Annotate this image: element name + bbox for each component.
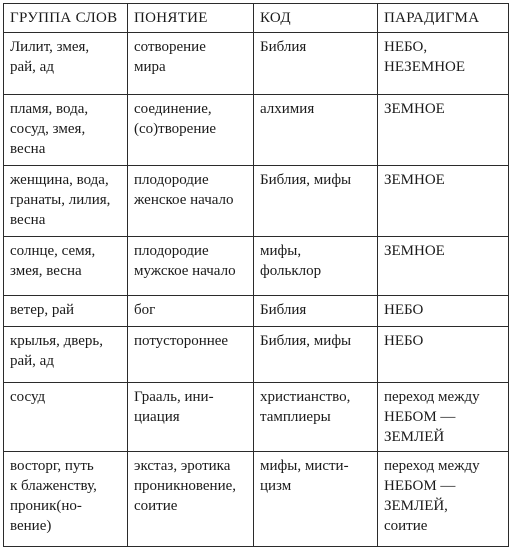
word-group-cell	[4, 33, 128, 95]
cell-text-line: мифы, мисти-	[260, 458, 349, 474]
concept-cell	[128, 327, 254, 383]
cell-text-line: весна	[10, 212, 46, 228]
cell-text-line: переход между	[384, 458, 480, 474]
cell-text-line: Библия, мифы	[260, 172, 352, 188]
concept-cell	[128, 166, 254, 237]
paradigm-cell	[378, 383, 509, 452]
cell-text-line: сосуд, змея,	[10, 121, 86, 137]
cell-text-line: ветер, рай	[10, 302, 75, 318]
code-cell	[254, 327, 378, 383]
table-body	[4, 33, 509, 547]
code-cell	[254, 452, 378, 547]
cell-text-line: цизм	[260, 478, 292, 494]
word-group-cell	[4, 452, 128, 547]
paradigm-cell	[378, 237, 509, 296]
cell-text-line: крылья, дверь,	[10, 333, 103, 349]
cell-text-line: соединение,	[134, 101, 212, 117]
cell-text-line: соитие	[134, 498, 178, 514]
code-cell	[254, 166, 378, 237]
cell-text-line: ЗЕМЛЕЙ,	[384, 498, 448, 514]
word-group-cell	[4, 327, 128, 383]
cell-text-line: рай, ад	[10, 353, 54, 369]
cell-text-line: НЕБО	[384, 302, 424, 318]
concept-cell	[128, 452, 254, 547]
cell-text-line: мужское начало	[134, 263, 236, 279]
cell-text-line: змея, весна	[10, 263, 82, 279]
word-group-cell	[4, 383, 128, 452]
concept-cell	[128, 296, 254, 327]
cell-text-line: рай, ад	[10, 59, 54, 75]
cell-text-line: весна	[10, 141, 46, 157]
cell-text-line: ЗЕМЛЕЙ	[384, 429, 445, 445]
code-cell	[254, 296, 378, 327]
cell-text-line: проник(но-	[10, 498, 82, 514]
paradigm-cell	[378, 327, 509, 383]
cell-text-line: мифы,	[260, 243, 302, 259]
cell-text-line: НЕБО	[384, 333, 424, 349]
paradigm-cell	[378, 95, 509, 166]
cell-text-line: гранаты, лилия,	[10, 192, 111, 208]
cell-text-line: НЕБОМ —	[384, 478, 456, 494]
word-group-cell	[4, 237, 128, 296]
header-concept: ПОНЯТИЕ	[128, 4, 254, 33]
table-row	[4, 237, 509, 296]
concept-cell	[128, 33, 254, 95]
code-cell	[254, 95, 378, 166]
cell-text-line: плодородие	[134, 172, 209, 188]
cell-text-line: бог	[134, 302, 156, 318]
cell-text-line: плодородие	[134, 243, 209, 259]
cell-text-line: алхимия	[260, 101, 315, 117]
table-row	[4, 33, 509, 95]
code-cell	[254, 33, 378, 95]
cell-text-line: НЕБОМ —	[384, 409, 456, 425]
cell-text-line: Библия	[260, 302, 307, 318]
table-row	[4, 452, 509, 547]
cell-text-line: ЗЕМНОЕ	[384, 172, 445, 188]
cell-text-line: (со)творение	[134, 121, 217, 137]
word-group-cell	[4, 296, 128, 327]
table-row	[4, 383, 509, 452]
table-header-row	[4, 4, 509, 33]
code-cell	[254, 383, 378, 452]
paradigm-table	[3, 3, 509, 547]
cell-text-line: Библия, мифы	[260, 333, 352, 349]
cell-text-line: христианство,	[260, 389, 351, 405]
header-word-group: ГРУППА СЛОВ	[4, 4, 128, 33]
cell-text-line: экстаз, эротика	[134, 458, 231, 474]
table-row	[4, 95, 509, 166]
cell-text-line: пламя, вода,	[10, 101, 89, 117]
cell-text-line: сосуд	[10, 389, 46, 405]
paradigm-cell	[378, 452, 509, 547]
paradigm-cell	[378, 296, 509, 327]
cell-text-line: тамплиеры	[260, 409, 331, 425]
word-group-cell	[4, 166, 128, 237]
cell-text-line: проникновение,	[134, 478, 237, 494]
cell-text-line: восторг, путь	[10, 458, 94, 474]
cell-text-line: женское начало	[134, 192, 234, 208]
header-paradigm: ПАРАДИГМА	[378, 4, 509, 33]
paradigm-cell	[378, 33, 509, 95]
cell-text-line: солнце, семя,	[10, 243, 96, 259]
concept-cell	[128, 95, 254, 166]
cell-text-line: вение)	[10, 518, 52, 534]
cell-text-line: ЗЕМНОЕ	[384, 101, 445, 117]
concept-cell	[128, 237, 254, 296]
cell-text-line: фольклор	[260, 263, 322, 279]
table-row	[4, 296, 509, 327]
code-cell	[254, 237, 378, 296]
cell-text-line: Лилит, змея,	[10, 39, 90, 55]
cell-text-line: НЕЗЕМНОЕ	[384, 59, 466, 75]
cell-text-line: Грааль, ини-	[134, 389, 214, 405]
concept-cell	[128, 383, 254, 452]
cell-text-line: потустороннее	[134, 333, 229, 349]
table-row	[4, 327, 509, 383]
word-group-cell	[4, 95, 128, 166]
cell-text-line: мира	[134, 59, 166, 75]
cell-text-line: женщина, вода,	[10, 172, 109, 188]
cell-text-line: сотворение	[134, 39, 206, 55]
paradigm-cell	[378, 166, 509, 237]
cell-text-line: циация	[134, 409, 180, 425]
cell-text-line: соитие	[384, 518, 428, 534]
cell-text-line: ЗЕМНОЕ	[384, 243, 445, 259]
cell-text-line: НЕБО,	[384, 39, 428, 55]
cell-text-line: переход между	[384, 389, 480, 405]
table-row	[4, 166, 509, 237]
cell-text-line: Библия	[260, 39, 307, 55]
header-code: КОД	[254, 4, 378, 33]
cell-text-line: к блаженству,	[10, 478, 97, 494]
